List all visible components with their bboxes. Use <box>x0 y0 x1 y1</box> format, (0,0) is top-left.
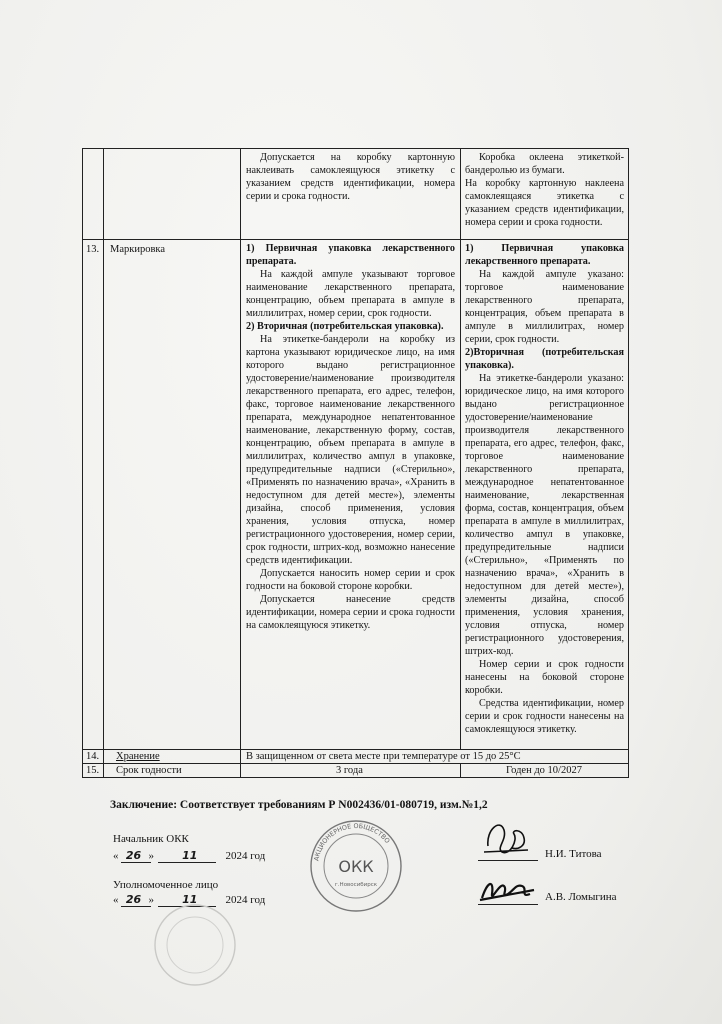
conclusion-text: Заключение: Соответствует требованиям Р N002436/01-080719, изм.№1,2 <box>110 799 488 811</box>
quote-close: » <box>148 850 154 862</box>
row-top-result-text-2: На коробку картонную наклеена самоклеящаяся этикетка с указанием средств идентификации, номера серии и срока годности. <box>465 178 624 228</box>
table-right-border <box>628 148 629 778</box>
row-top-requirement <box>246 151 455 203</box>
row13-res-heading-primary: 1) Первичная упаковка лекарственного препарата. <box>465 243 624 267</box>
row13-requirement <box>246 242 455 632</box>
head-qc-year: 2024 год <box>225 850 266 862</box>
stamp-center-text: ОКК <box>338 857 374 876</box>
row13-res-primary-text: На каждой ампуле указано: торговое наименование лекарственного препарата, концентрация, объем препарата в ампуле в миллилитрах, номер серии, срок годности. <box>465 269 624 345</box>
row-top-requirement-text: Допускается на коробку картонную наклеивать самоклеящуюся этикетку с указанием средств идентификации, номера серии и срока годности. <box>246 152 455 202</box>
row15-result: Годен до 10/2027 <box>506 765 582 776</box>
table-col2-border <box>240 148 241 778</box>
qc-round-stamp <box>308 818 404 914</box>
quote-close-2: » <box>148 894 154 906</box>
row-top-result-text-1: Коробка оклеена этикеткой-бандеролью из бумаги. <box>465 152 624 176</box>
row13-req-side-text: Допускается наносить номер серии и срок годности на боковой стороне коробки. <box>246 568 455 592</box>
row15-name: Срок годности <box>116 765 182 776</box>
head-qc-name: Н.И. Титова <box>545 848 602 860</box>
row13-res-secondary-text: На этикетке-бандероли указано: юридическое лицо, на имя которого выдано регистрационное удостоверение/наименование производителя лекарственного препарата, его адрес, телефон, факс, торговое наименование лекарственного препарата, международное непатентованное наименование, лекарственная форма, состав, концентрация, объем препарата в ампуле в миллилитрах, количество ампул в упаковке, предупредительные надписи («Стерильно», «Применять по назначению врача», «Хранить в недоступном для детей месте»), элементы дизайна, способ применения, условия хранения, условия отпуска, номер регистрационного удостоверения, штрих-код. <box>465 373 624 657</box>
head-qc-title: Начальник ОКК <box>113 833 189 845</box>
table-top-border <box>82 148 629 149</box>
authorized-person-signature-scribble <box>478 872 538 908</box>
row13-res-label-text: Средства идентификации, номер серии и срок годности нанесены на самоклеящуюся этикетку. <box>465 698 624 735</box>
row15-number: 15. <box>86 765 100 776</box>
row13-req-secondary-text: На этикетке-бандероли на коробку из картона указывают юридическое лицо, на имя которого выдано регистрационное удостоверение/наименование производителя лекарственного препарата, его адрес, телефон, факс, торговое наименование лекарственного препарата, международное непатентованное наименование, лекарственную форму, состав, концентрацию, объем препарата в ампуле в миллилитрах, количество ампул в упаковке, предупредительные надписи («Стерильно», «Применять по назначению врача», «Хранить в недоступном для детей месте»), элементы дизайна, способ применения, условия хранения, условия отпуска, номер регистрационного удостоверения, номер серии, срок годности, штрих-код, возможно нанесение средств идентификации. <box>246 334 455 566</box>
row13-req-heading-secondary: 2) Вторичная (потребительская упаковка). <box>246 321 444 332</box>
row13-number: 13. <box>86 244 100 255</box>
authorized-person-year: 2024 год <box>225 894 266 906</box>
row14-number: 14. <box>86 751 100 762</box>
quote-open-2: « <box>113 894 119 906</box>
head-qc-day-underline <box>121 862 151 863</box>
row-top-result <box>465 151 624 229</box>
head-qc-signature-line <box>478 860 538 861</box>
faint-stamp-imprint <box>150 900 240 990</box>
table-bottom-border <box>82 777 629 778</box>
table-col3-border <box>460 148 461 750</box>
row13-req-primary-text: На каждой ампуле указывают торговое наименование лекарственного препарата, концентрацию, объем препарата в ампуле в миллилитрах, номер серии, срок годности. <box>246 269 455 319</box>
authorized-person-name: А.В. Ломыгина <box>545 891 617 903</box>
row13-name: Маркировка <box>110 244 166 255</box>
row15-value: 3 года <box>336 765 363 776</box>
row13-req-label-text: Допускается нанесение средств идентификации, номера серии и срока годности на самоклеящуюся этикетку. <box>246 594 455 631</box>
table-row13-top-border <box>82 239 629 240</box>
head-qc-month: 11 <box>182 849 198 862</box>
head-qc-month-underline <box>158 862 216 863</box>
authorized-day-underline <box>121 906 151 907</box>
row13-res-side-text: Номер серии и срок годности нанесены на боковой стороне коробки. <box>465 659 624 696</box>
authorized-person-title: Уполномоченное лицо <box>113 879 219 891</box>
row13-result <box>465 242 624 736</box>
stamp-city-text: г.Новосибирск <box>334 882 378 888</box>
head-qc-date <box>113 849 265 862</box>
authorized-person-day: 26 <box>125 893 142 906</box>
table-col1-border <box>103 148 104 778</box>
row14-name: Хранение <box>116 751 160 762</box>
authorized-person-month: 11 <box>182 893 198 906</box>
table-left-border <box>82 148 83 778</box>
row13-req-heading-primary: 1) Первичная упаковка лекарственного препарата. <box>246 243 455 267</box>
row13-res-heading-secondary: 2)Вторичная (потребительская упаковка). <box>465 347 624 371</box>
table-col3-border-row15 <box>460 763 461 778</box>
stamp-ring-textpath: АКЦИОНЕРНОЕ ОБЩЕСТВО <box>312 821 392 862</box>
row14-value: В защищенном от света месте при температуре от 15 до 25°С <box>246 751 521 762</box>
quote-open: « <box>113 850 119 862</box>
authorized-person-signature-line <box>478 904 538 905</box>
head-qc-signature-scribble <box>478 812 538 862</box>
head-qc-day: 26 <box>125 849 142 862</box>
